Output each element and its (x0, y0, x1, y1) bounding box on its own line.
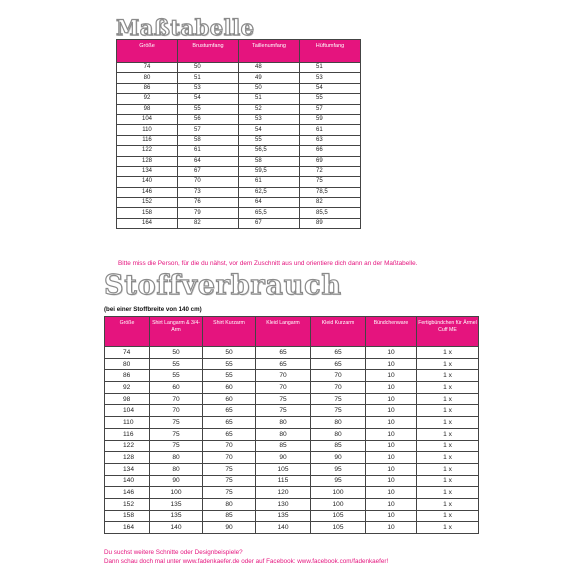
table-cell: 75 (203, 463, 256, 475)
table-cell: 69 (300, 156, 361, 166)
table-cell: 85 (256, 440, 311, 452)
table-cell: 55 (178, 104, 239, 114)
table-cell: 55 (150, 358, 203, 370)
fabric-table-header-cell: Fertigbündchen für Ärmel Cuff ME (417, 317, 479, 347)
table-cell: 164 (117, 218, 178, 228)
table-cell: 110 (117, 125, 178, 135)
fabric-table-header-cell: Größe (105, 317, 150, 347)
table-cell: 80 (256, 417, 311, 429)
table-cell: 1 x (417, 405, 479, 417)
table-cell: 110 (105, 417, 150, 429)
table-cell: 100 (311, 487, 366, 499)
table-row (105, 428, 479, 440)
table-cell: 1 x (417, 393, 479, 405)
footer-line-1: Du suchst weitere Schnitte oder Designbeispiele? (104, 549, 243, 556)
table-cell: 146 (117, 187, 178, 197)
table-cell: 10 (366, 510, 417, 522)
fabric-table-header-cell: Kleid Langarm (256, 317, 311, 347)
table-row (117, 63, 361, 73)
table-cell: 75 (256, 405, 311, 417)
table-cell: 79 (178, 208, 239, 218)
table-row (105, 417, 479, 429)
table-row (105, 452, 479, 464)
table-cell: 90 (203, 522, 256, 534)
table-cell: 65 (256, 347, 311, 359)
table-cell: 10 (366, 428, 417, 440)
table-cell: 135 (150, 510, 203, 522)
table-cell: 50 (178, 63, 239, 73)
table-row (105, 487, 479, 499)
table-cell: 90 (256, 452, 311, 464)
table-cell: 59 (300, 114, 361, 124)
table-cell: 65 (256, 358, 311, 370)
table-cell: 75 (150, 440, 203, 452)
table-cell: 48 (239, 63, 300, 73)
table-cell: 80 (311, 417, 366, 429)
table-cell: 104 (105, 405, 150, 417)
table-cell: 116 (105, 428, 150, 440)
table-cell: 130 (256, 498, 311, 510)
table-cell: 1 x (417, 487, 479, 499)
table-cell: 62,5 (239, 187, 300, 197)
table-cell: 1 x (417, 452, 479, 464)
table-row (117, 156, 361, 166)
table-cell: 57 (178, 125, 239, 135)
table-cell: 105 (311, 510, 366, 522)
table-cell: 60 (203, 393, 256, 405)
table-cell: 95 (311, 475, 366, 487)
table-cell: 134 (117, 166, 178, 176)
table-cell: 70 (178, 177, 239, 187)
table-cell: 128 (105, 452, 150, 464)
table-cell: 75 (203, 487, 256, 499)
table-cell: 10 (366, 452, 417, 464)
table-cell: 64 (178, 156, 239, 166)
measure-note: Bitte miss die Person, für die du nähst, vor dem Zuschnitt aus und orientiere dich dann an der Maßtabelle. (118, 260, 418, 267)
table-row (117, 94, 361, 104)
table-cell: 146 (105, 487, 150, 499)
table-row (105, 347, 479, 359)
table-cell: 80 (203, 498, 256, 510)
table-cell: 115 (256, 475, 311, 487)
table-cell: 92 (117, 94, 178, 104)
fabric-table-header-cell: Kleid Kurzarm (311, 317, 366, 347)
table-cell: 75 (256, 393, 311, 405)
table-cell: 55 (203, 358, 256, 370)
table-cell: 10 (366, 475, 417, 487)
table-cell: 70 (256, 382, 311, 394)
table-cell: 82 (300, 198, 361, 208)
table-cell: 70 (256, 370, 311, 382)
fabric-table-title: Stoffverbrauch (104, 270, 342, 301)
table-cell: 86 (105, 370, 150, 382)
table-cell: 76 (178, 198, 239, 208)
table-cell: 85,5 (300, 208, 361, 218)
size-table-header-cell: Taillenumfang (239, 40, 300, 63)
table-cell: 1 x (417, 382, 479, 394)
table-cell: 80 (256, 428, 311, 440)
table-cell: 65 (203, 405, 256, 417)
table-cell: 66 (300, 146, 361, 156)
table-cell: 65 (203, 428, 256, 440)
table-cell: 67 (239, 218, 300, 228)
table-row (105, 440, 479, 452)
table-row (117, 135, 361, 145)
table-cell: 53 (300, 73, 361, 83)
footer-note (104, 548, 388, 566)
table-cell: 140 (150, 522, 203, 534)
table-cell: 75 (150, 428, 203, 440)
table-cell: 60 (150, 382, 203, 394)
table-row (105, 475, 479, 487)
table-cell: 104 (117, 114, 178, 124)
size-table-title: Maßtabelle (116, 15, 255, 40)
fabric-table-header-row (105, 317, 479, 347)
table-cell: 80 (117, 73, 178, 83)
table-cell: 55 (239, 135, 300, 145)
table-cell: 10 (366, 463, 417, 475)
table-cell: 56,5 (239, 146, 300, 156)
table-cell: 56 (178, 114, 239, 124)
table-cell: 50 (150, 347, 203, 359)
table-row (105, 370, 479, 382)
table-cell: 58 (239, 156, 300, 166)
table-cell: 10 (366, 405, 417, 417)
table-row (105, 393, 479, 405)
table-cell: 135 (256, 510, 311, 522)
table-cell: 53 (239, 114, 300, 124)
table-cell: 65 (311, 347, 366, 359)
table-cell: 134 (105, 463, 150, 475)
table-row (117, 104, 361, 114)
table-cell: 80 (150, 452, 203, 464)
table-cell: 54 (239, 125, 300, 135)
table-cell: 74 (105, 347, 150, 359)
table-cell: 1 x (417, 440, 479, 452)
table-row (117, 177, 361, 187)
table-cell: 70 (203, 452, 256, 464)
table-row (105, 522, 479, 534)
table-row (105, 358, 479, 370)
table-cell: 152 (105, 498, 150, 510)
size-table (116, 39, 361, 229)
table-row (105, 510, 479, 522)
table-cell: 1 x (417, 522, 479, 534)
table-cell: 122 (105, 440, 150, 452)
table-row (105, 405, 479, 417)
size-table-header-row (117, 40, 361, 63)
table-cell: 54 (300, 83, 361, 93)
table-cell: 10 (366, 382, 417, 394)
table-cell: 55 (300, 94, 361, 104)
size-table-header-cell: Brustumfang (178, 40, 239, 63)
table-cell: 116 (117, 135, 178, 145)
table-cell: 90 (311, 452, 366, 464)
table-cell: 10 (366, 393, 417, 405)
table-cell: 51 (178, 73, 239, 83)
table-cell: 53 (178, 83, 239, 93)
table-cell: 1 x (417, 428, 479, 440)
fabric-table-header-cell: Shirt Kurzarm (203, 317, 256, 347)
table-cell: 82 (178, 218, 239, 228)
table-row (117, 114, 361, 124)
table-cell: 54 (178, 94, 239, 104)
table-cell: 98 (105, 393, 150, 405)
table-cell: 73 (178, 187, 239, 197)
table-row (105, 382, 479, 394)
table-cell: 59,5 (239, 166, 300, 176)
table-cell: 74 (117, 63, 178, 73)
table-cell: 72 (300, 166, 361, 176)
table-cell: 158 (105, 510, 150, 522)
fabric-table-header-cell: Bündchenware (366, 317, 417, 347)
size-table-body (117, 63, 361, 229)
table-cell: 51 (300, 63, 361, 73)
table-cell: 1 x (417, 475, 479, 487)
table-row (117, 198, 361, 208)
table-cell: 98 (117, 104, 178, 114)
table-cell: 158 (117, 208, 178, 218)
table-cell: 122 (117, 146, 178, 156)
table-cell: 10 (366, 370, 417, 382)
table-cell: 65 (203, 417, 256, 429)
table-cell: 120 (256, 487, 311, 499)
table-cell: 60 (203, 382, 256, 394)
table-cell: 64 (239, 198, 300, 208)
table-cell: 70 (203, 440, 256, 452)
table-cell: 90 (150, 475, 203, 487)
table-cell: 49 (239, 73, 300, 83)
table-cell: 10 (366, 358, 417, 370)
table-cell: 85 (311, 440, 366, 452)
table-cell: 1 x (417, 417, 479, 429)
table-cell: 55 (203, 370, 256, 382)
table-cell: 92 (105, 382, 150, 394)
fabric-table-body (105, 347, 479, 534)
table-cell: 1 x (417, 463, 479, 475)
table-cell: 135 (150, 498, 203, 510)
table-cell: 70 (311, 382, 366, 394)
table-cell: 65 (311, 358, 366, 370)
table-cell: 1 x (417, 347, 479, 359)
table-cell: 10 (366, 487, 417, 499)
table-cell: 10 (366, 522, 417, 534)
size-table-header-cell: Größe (117, 40, 178, 63)
table-cell: 140 (105, 475, 150, 487)
table-cell: 1 x (417, 498, 479, 510)
table-cell: 1 x (417, 358, 479, 370)
table-row (117, 125, 361, 135)
table-cell: 95 (311, 463, 366, 475)
table-cell: 105 (311, 522, 366, 534)
table-cell: 63 (300, 135, 361, 145)
table-cell: 57 (300, 104, 361, 114)
table-cell: 1 x (417, 510, 479, 522)
table-cell: 70 (150, 405, 203, 417)
table-cell: 75 (300, 177, 361, 187)
table-cell: 75 (150, 417, 203, 429)
table-cell: 152 (117, 198, 178, 208)
table-cell: 140 (117, 177, 178, 187)
table-cell: 164 (105, 522, 150, 534)
table-row (117, 218, 361, 228)
table-cell: 55 (150, 370, 203, 382)
table-cell: 51 (239, 94, 300, 104)
table-cell: 61 (300, 125, 361, 135)
table-row (105, 498, 479, 510)
table-cell: 105 (256, 463, 311, 475)
table-cell: 75 (311, 405, 366, 417)
table-row (117, 208, 361, 218)
size-table-header-cell: Hüftumfang (300, 40, 361, 63)
table-cell: 80 (150, 463, 203, 475)
table-cell: 100 (311, 498, 366, 510)
table-row (117, 83, 361, 93)
table-cell: 52 (239, 104, 300, 114)
table-cell: 50 (203, 347, 256, 359)
table-cell: 80 (311, 428, 366, 440)
table-cell: 70 (150, 393, 203, 405)
table-row (117, 166, 361, 176)
table-cell: 1 x (417, 370, 479, 382)
table-cell: 65,5 (239, 208, 300, 218)
fabric-table (104, 316, 479, 534)
table-cell: 78,5 (300, 187, 361, 197)
table-cell: 58 (178, 135, 239, 145)
table-cell: 70 (311, 370, 366, 382)
table-cell: 10 (366, 417, 417, 429)
table-cell: 140 (256, 522, 311, 534)
table-cell: 10 (366, 498, 417, 510)
fabric-table-subtitle: (bei einer Stoffbreite von 140 cm) (104, 306, 202, 313)
table-row (117, 73, 361, 83)
table-row (105, 463, 479, 475)
table-cell: 75 (311, 393, 366, 405)
table-cell: 75 (203, 475, 256, 487)
table-row (117, 187, 361, 197)
table-cell: 89 (300, 218, 361, 228)
table-cell: 10 (366, 440, 417, 452)
table-cell: 85 (203, 510, 256, 522)
table-cell: 100 (150, 487, 203, 499)
table-cell: 50 (239, 83, 300, 93)
table-cell: 10 (366, 347, 417, 359)
fabric-table-header-cell: Shirt Langarm & 3/4-Arm (150, 317, 203, 347)
table-cell: 128 (117, 156, 178, 166)
table-cell: 67 (178, 166, 239, 176)
table-cell: 61 (178, 146, 239, 156)
table-cell: 80 (105, 358, 150, 370)
footer-line-2: Dann schau doch mal unter www.fadenkaefer.de oder auf Facebook: www.facebook.com/fadenkaefer! (104, 558, 389, 565)
table-cell: 86 (117, 83, 178, 93)
table-cell: 61 (239, 177, 300, 187)
table-row (117, 146, 361, 156)
